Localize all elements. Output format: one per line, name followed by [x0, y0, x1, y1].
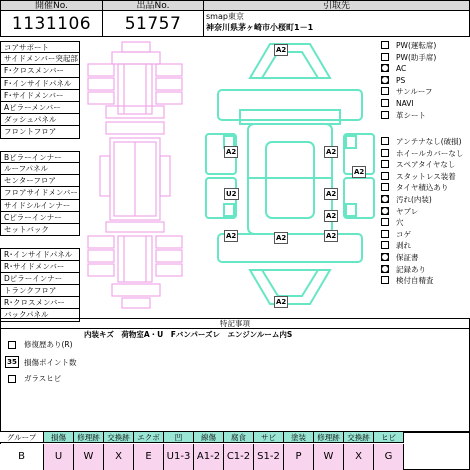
kaijo-label: 開催No.: [0, 0, 103, 11]
bottom-header-cell: ヒビ: [374, 432, 404, 443]
equipment-label: 革シート: [396, 110, 426, 120]
bottom-value-cell: E: [134, 444, 164, 470]
shuppin-label: 出品No.: [102, 0, 204, 11]
frame-part-label: R･インサイドパネル: [0, 248, 80, 260]
condition-label: スタットレス装着: [396, 171, 456, 181]
condition-label: 穴: [396, 218, 404, 228]
bottom-header-cell: 腐食: [224, 432, 254, 443]
kaijo-value: 1131106: [0, 10, 103, 37]
frame-part-label: R･サイドメンバー: [0, 261, 80, 273]
frame-part-label: R･クロスメンバー: [0, 297, 80, 309]
condition-label: 保証書: [396, 253, 419, 262]
condition-circle-mark: [381, 253, 389, 261]
damage-tag-front: A2: [276, 46, 287, 54]
condition-label: タイヤ積込あり: [396, 183, 449, 193]
condition-checkbox[interactable]: [381, 149, 389, 157]
frame-part-label: Bピラーインナー: [0, 151, 80, 163]
equipment-checkbox[interactable]: [381, 53, 389, 61]
frame-part-label: トランクフロア: [0, 285, 80, 297]
damage-tag-right-fender: A2: [354, 168, 365, 176]
frame-part-label: センターフロア: [0, 175, 80, 187]
condition-checkbox[interactable]: [381, 183, 389, 191]
bottom-value-cell: W: [314, 444, 344, 470]
condition-checkbox[interactable]: [381, 230, 389, 238]
bottom-header-cell: サビ: [254, 432, 284, 443]
bottom-header-cell: 塗装: [284, 432, 314, 443]
notes-text: 内装キズ 荷物室A・U Fバンパーズレ エンジンルーム内S: [84, 330, 293, 339]
condition-checkbox[interactable]: [381, 172, 389, 180]
equipment-label: AC: [396, 64, 407, 74]
frame-part-label: Cピラーインナー: [0, 212, 80, 224]
condition-label: アンテナなし(破損): [396, 137, 462, 146]
bottom-header-cell: 修理跡: [74, 432, 104, 443]
condition-circle-mark: [381, 207, 389, 215]
bottom-value-cell: U1-3: [164, 444, 194, 470]
hikitori-name: smap東京: [206, 12, 244, 21]
frame-part-label: フロアサイドメンバー: [0, 187, 80, 199]
bottom-value-cell: X: [104, 444, 134, 470]
condition-checkbox[interactable]: [381, 276, 389, 284]
frame-part-label: ルーフパネル: [0, 163, 80, 175]
bottom-value-cell: P: [284, 444, 314, 470]
frame-part-label: セットバック: [0, 224, 80, 236]
bottom-header-cell: 交換跡: [344, 432, 374, 443]
frame-diagram: [80, 38, 190, 318]
glass-crack-label: ガラスヒビ: [24, 374, 62, 383]
condition-label: ホイールカバーなし: [396, 148, 464, 158]
equipment-checkbox[interactable]: [381, 111, 389, 119]
damage-tag-right-front-door: A2: [326, 148, 337, 156]
bottom-value-cell: B: [0, 444, 44, 470]
frame-part-label: F･インサイドパネル: [0, 78, 80, 90]
bottom-value-cell: G: [374, 444, 404, 470]
condition-label: 汚れ(内装): [396, 195, 432, 204]
equipment-checkbox[interactable]: [381, 87, 389, 95]
equipment-label: PW(運転席): [396, 41, 437, 50]
frame-part-label: Dピラーインナー: [0, 273, 80, 285]
condition-circle-mark: [381, 195, 389, 203]
damage-points-value: 35: [5, 356, 19, 368]
frame-part-label: Aピラーメンバー: [0, 102, 80, 114]
bottom-header-cell: 損傷: [44, 432, 74, 443]
shuppin-value: 51757: [102, 10, 204, 37]
equipment-label: PS: [396, 75, 406, 85]
frame-part-label: F･クロスメンバー: [0, 65, 80, 77]
condition-label: ヤブレ: [396, 206, 419, 216]
bottom-header-cell: 修理跡: [314, 432, 344, 443]
frame-part-label: ダッシュパネル: [0, 114, 80, 126]
body-diagram: [200, 38, 380, 318]
condition-label: 剥れ: [396, 241, 411, 251]
equipment-checkbox[interactable]: [381, 99, 389, 107]
hikitori-label: 引取先: [203, 0, 470, 11]
frame-part-label: コアサポート: [0, 41, 80, 53]
frame-part-label: サイドメンバー突起部: [0, 53, 80, 65]
frame-part-label: バックパネル: [0, 309, 80, 321]
bottom-header-cell: 凹: [164, 432, 194, 443]
bottom-header-cell: エクボ: [134, 432, 164, 443]
condition-circle-mark: [381, 265, 389, 273]
damage-tag-right-rear-door: A2: [326, 212, 337, 220]
damage-tag-right-sill: A2: [326, 190, 337, 198]
damage-tag-rear: A2: [276, 298, 287, 306]
condition-checkbox[interactable]: [381, 218, 389, 226]
condition-label: 記録あり: [396, 264, 426, 274]
condition-label: スペアタイヤなし: [396, 160, 456, 170]
damage-tag-left-sill: U2: [226, 190, 237, 198]
damage-tag-right-rear-quarter: A2: [326, 232, 337, 240]
condition-label: 検付自精査: [396, 276, 434, 286]
bottom-value-cell: S1-2: [254, 444, 284, 470]
damage-points-label: 損傷ポイント数: [24, 358, 77, 367]
bottom-value-cell: C1-2: [224, 444, 254, 470]
hikitori-address: 神奈川県茅ヶ崎市小桜町1－1: [206, 23, 314, 32]
frame-part-label: F･サイドメンバー: [0, 90, 80, 102]
glass-crack-checkbox[interactable]: [8, 375, 16, 383]
damage-tag-left-rear-door: A2: [226, 232, 237, 240]
notes-title: 特記事項: [0, 318, 470, 329]
damage-tag-center: A2: [276, 234, 287, 242]
condition-checkbox[interactable]: [381, 137, 389, 145]
bottom-header-cell: 交換跡: [104, 432, 134, 443]
bottom-value-cell: A1-2: [194, 444, 224, 470]
repair-checkbox[interactable]: [8, 341, 16, 349]
equipment-checkbox[interactable]: [381, 41, 389, 49]
condition-label: コゲ: [396, 229, 411, 239]
damage-tag-left-front-door: A2: [226, 148, 237, 156]
condition-checkbox[interactable]: [381, 241, 389, 249]
bottom-value-cell: X: [344, 444, 374, 470]
equipment-label: PW(助手席): [396, 52, 437, 62]
equipment-label: NAVI: [396, 99, 414, 108]
equipment-label: サンルーフ: [396, 87, 433, 97]
bottom-value-cell: W: [74, 444, 104, 470]
frame-part-label: サイドシルインナー: [0, 200, 80, 212]
condition-checkbox[interactable]: [381, 160, 389, 168]
equipment-circle-mark: [381, 76, 389, 84]
frame-part-label: フロントフロア: [0, 126, 80, 138]
bottom-header-cell: グループ: [0, 432, 44, 443]
repair-label: 修復歴あり(R): [24, 340, 73, 349]
bottom-value-cell: U: [44, 444, 74, 470]
bottom-header-cell: 線傷: [194, 432, 224, 443]
